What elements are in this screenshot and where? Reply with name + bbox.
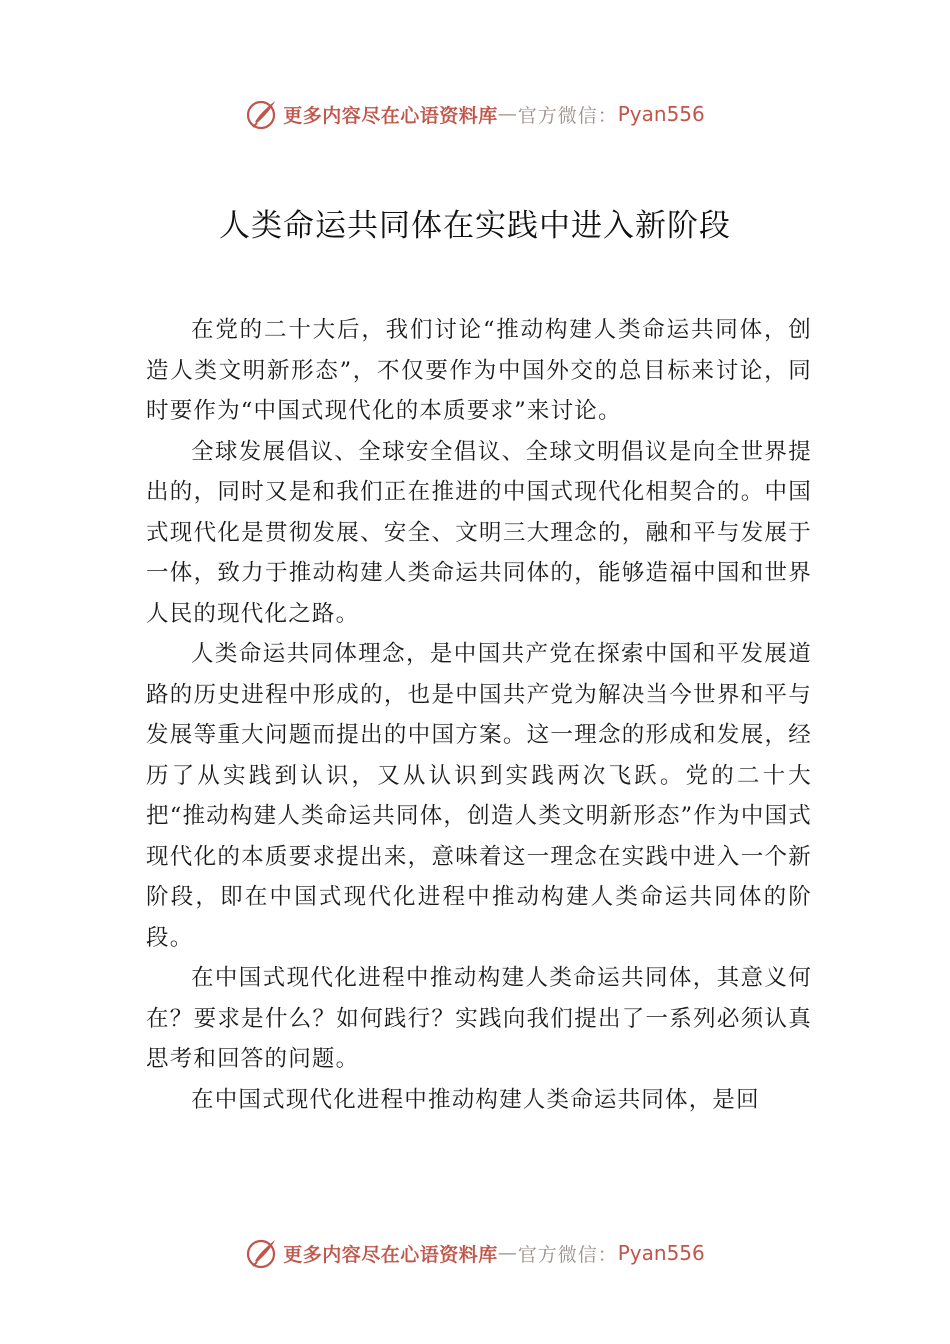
banner-text: 更多内容尽在心语资料库 [283,104,498,127]
banner-official: 官方微信： [517,104,618,127]
paragraph: 全球发展倡议、全球安全倡议、全球文明倡议是向全世界提出的，同时又是和我们正在推进的中国式现代化相契合的。中国式现代化是贯彻发展、安全、文明三大理念的，融和平与发展于一体，致力于推动构建人类命运共同体的，能够造福中国和世界人民的现代化之路。 [146,438,812,627]
document-title: 人类命运共同体在实践中进入新阶段 [219,208,731,244]
paragraph: 在中国式现代化进程中推动构建人类命运共同体，是回 [191,1086,760,1113]
banner-dash: — [497,103,518,125]
banner-text: 更多内容尽在心语资料库 [283,1243,498,1266]
paragraph: 在中国式现代化进程中推动构建人类命运共同体，其意义何在？要求是什么？如何践行？实践向我们提出了一系列必须认真思考和回答的问题。 [146,965,812,1072]
quill-logo-icon [245,97,279,131]
paragraph: 人类命运共同体理念，是中国共产党在探索中国和平发展道路的历史进程中形成的，也是中国共产党为解决当今世界和平与发展等重大问题而提出的中国方案。这一理念的形成和发展，经历了从实践到认识，又从认识到实践两次飞跃。党的二十大把“推动构建人类命运共同体，创造人类文明新形态”作为中国式现代化的本质要求提出来，意味着这一理念在实践中进入一个新阶段，即在中国式现代化进程中推动构建人类命运共同体的阶段。 [146,641,812,951]
footer-banner [0,1233,950,1273]
document-body [146,310,812,1120]
banner-wechat-id: Pyan556 [617,102,705,126]
banner-dash: — [497,1242,518,1264]
header-banner [0,94,950,134]
banner-wechat-id: Pyan556 [617,1241,705,1265]
paragraph: 在党的二十大后，我们讨论“推动构建人类命运共同体，创造人类文明新形态”，不仅要作为中国外交的总目标来讨论，同时要作为“中国式现代化的本质要求”来讨论。 [146,317,812,424]
banner-official: 官方微信： [517,1243,618,1266]
quill-logo-icon [245,1236,279,1270]
